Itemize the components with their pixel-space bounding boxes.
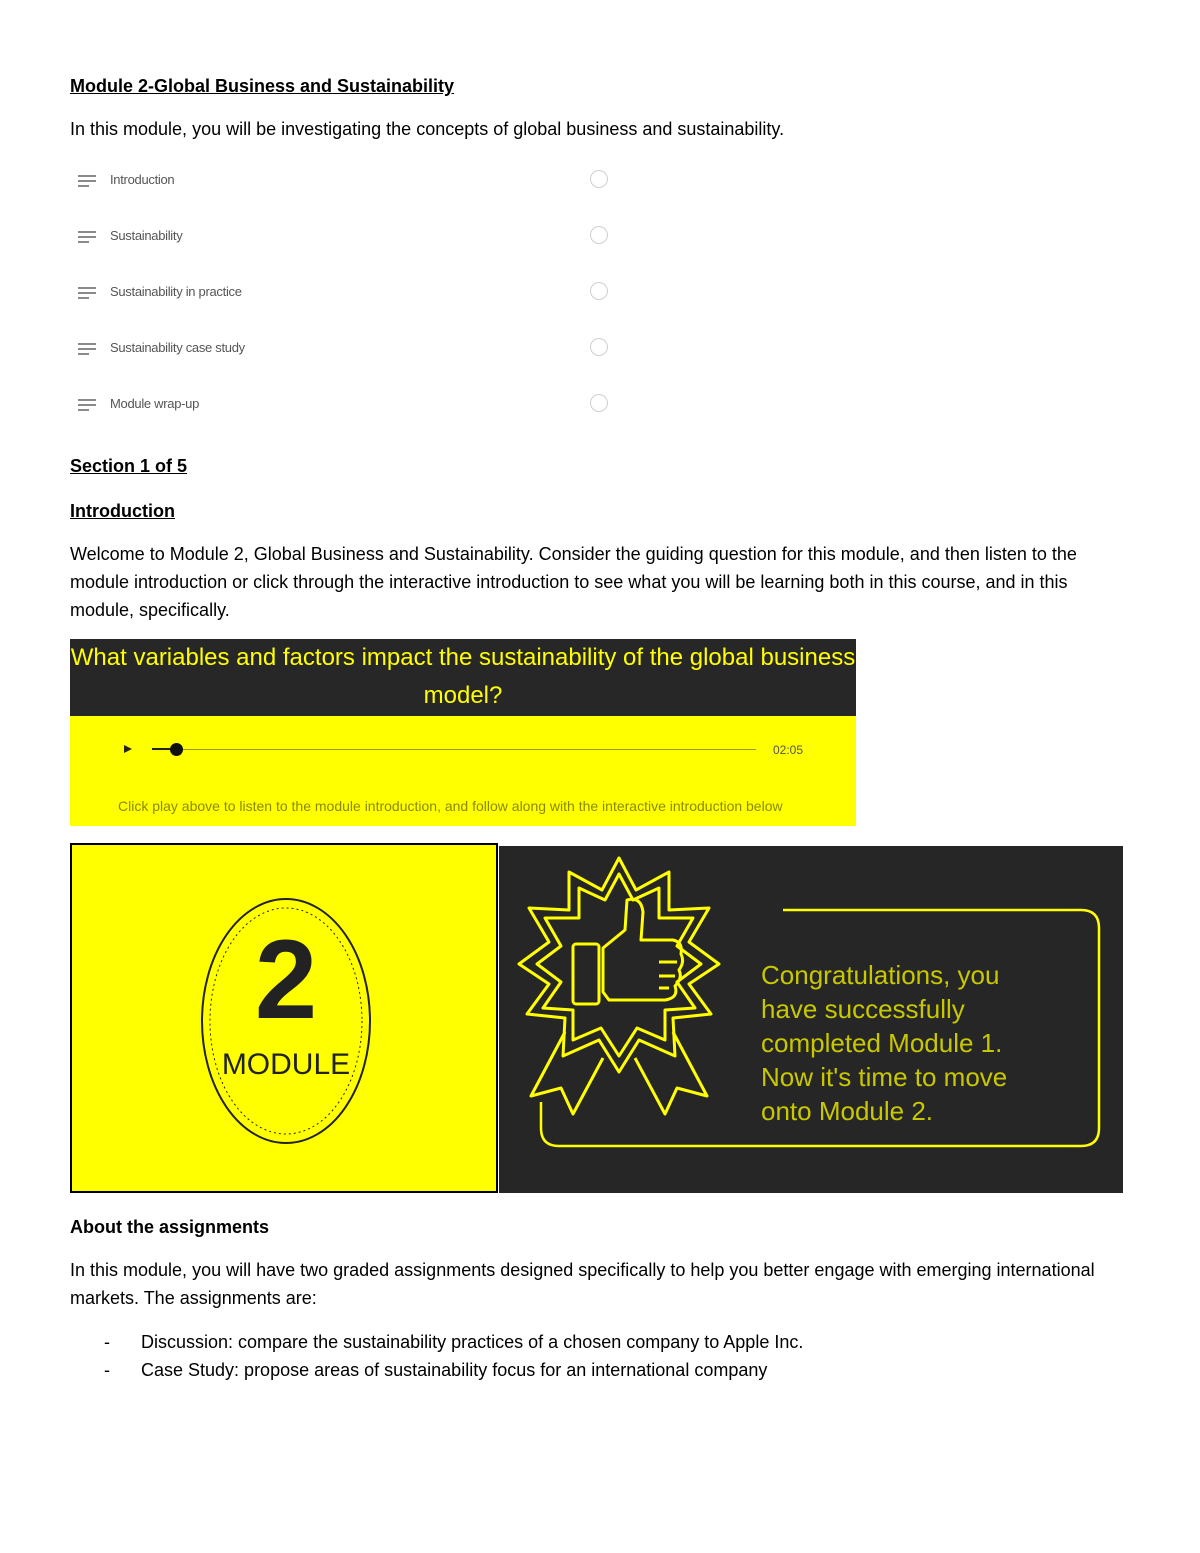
module-word: MODULE [221,1048,351,1081]
nav-item-sustainability-case-study[interactable] [78,338,618,362]
congrats-message: Congratulations, you have successfully completed Module 1. Now it's time to move onto Module 2. [761,960,1008,1126]
congrats-panel [499,846,1123,1193]
status-radio-icon [590,282,608,300]
section-title: Introduction [70,501,175,521]
nav-item-module-wrap-up[interactable] [78,394,618,418]
player-caption: Click play above to listen to the module introduction, and follow along with the interactive introduction below [118,798,783,814]
menu-lines-icon [78,175,96,189]
status-radio-icon [590,226,608,244]
nav-item-label: Sustainability case study [110,340,245,355]
bullet-dash: - [104,1332,110,1352]
module-number: 2 [254,917,318,1042]
nav-item-label: Introduction [110,172,175,187]
assignments-heading: About the assignments [70,1217,270,1237]
module-badge-panel [70,843,498,1193]
bullet-dash: - [104,1360,110,1380]
list-item [70,1328,1150,1356]
nav-item-introduction[interactable] [78,170,618,194]
status-radio-icon [590,170,608,188]
audio-track[interactable] [152,749,756,750]
nav-item-label: Sustainability in practice [110,284,242,299]
play-icon[interactable] [124,745,132,753]
audio-time: 02:05 [773,743,804,757]
audio-player [70,716,856,826]
status-radio-icon [590,394,608,412]
menu-lines-icon [78,343,96,357]
nav-item-label: Sustainability [110,228,183,243]
menu-lines-icon [78,231,96,245]
audio-scrubber-handle[interactable] [170,743,183,756]
page-title: Module 2-Global Business and Sustainability [70,76,455,96]
list-item-text: Case Study: propose areas of sustainability focus for an international company [141,1360,768,1380]
menu-lines-icon [78,287,96,301]
intro-text: In this module, you will be investigating the concepts of global business and sustainability. [70,119,785,139]
section-label: Section 1 of 5 [70,456,188,476]
assignments-text: In this module, you will have two graded assignments designed specifically to help you better engage with emerging international markets. The assignments are: [70,1260,1095,1308]
guiding-question: What variables and factors impact the sustainability of the global business model? [70,639,856,716]
nav-item-label: Module wrap-up [110,396,200,411]
guiding-question-block [70,639,856,826]
list-item [70,1356,1150,1384]
menu-lines-icon [78,399,96,413]
nav-item-sustainability[interactable] [78,226,618,250]
assignments-list [70,1328,1150,1384]
list-item-text: Discussion: compare the sustainability practices of a chosen company to Apple Inc. [141,1332,804,1352]
nav-item-sustainability-in-practice[interactable] [78,282,618,306]
status-radio-icon [590,338,608,356]
welcome-text: Welcome to Module 2, Global Business and Sustainability. Consider the guiding question for this module, and then listen to the module introduction or click through the interactive introduction to see what you will be learning both in this course, and in this module, specifically. [70,544,1077,620]
